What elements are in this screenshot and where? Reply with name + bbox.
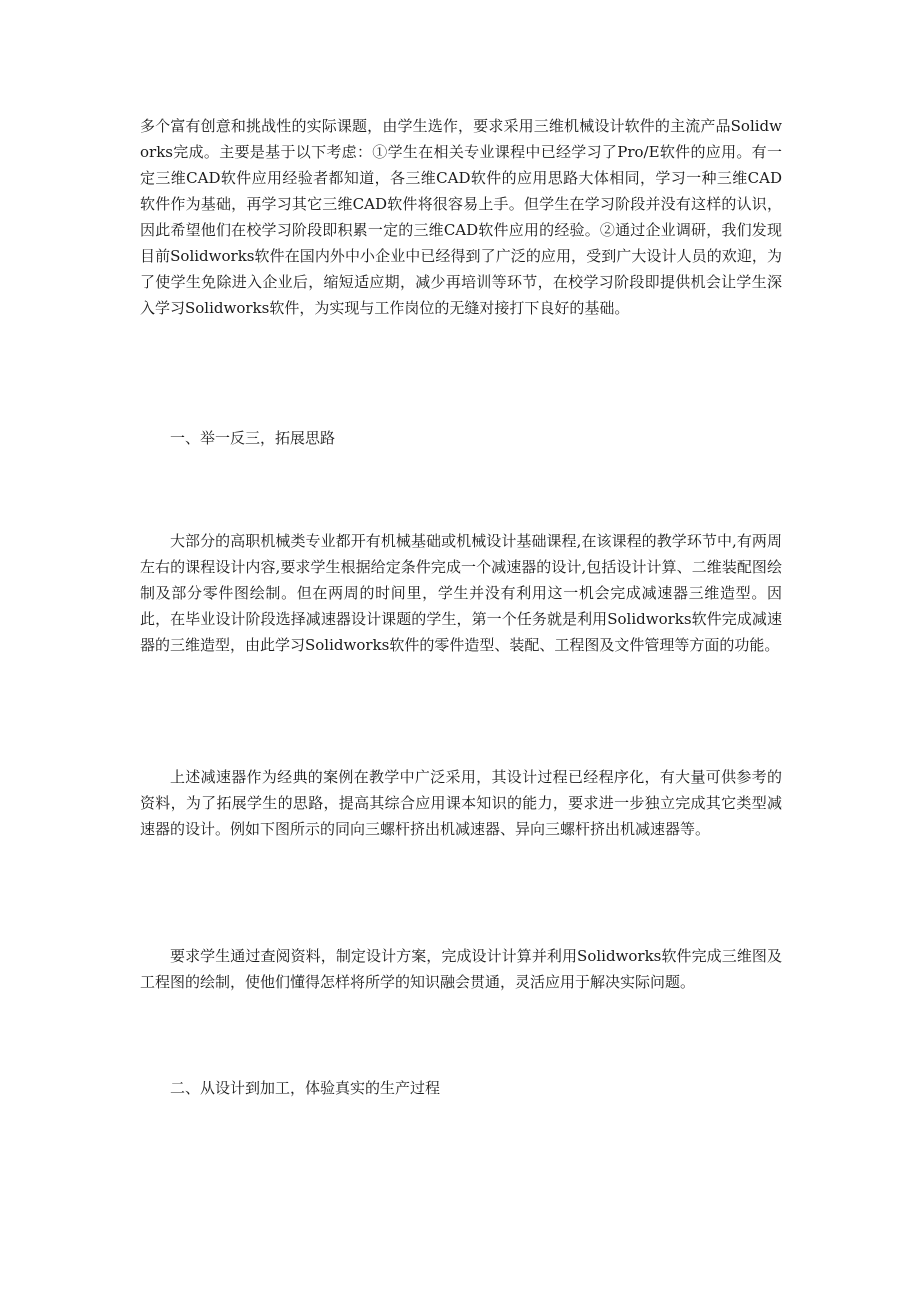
section-heading-1: 一、举一反三，拓展思路 [170,429,336,447]
body-paragraph-intro: 多个富有创意和挑战性的实际课题，由学生选作，要求采用三维机械设计软件的主流产品Solidworks完成。主要是基于以下考虑：①学生在相关专业课程中已经学习了Pro/E软件的应用。有一定三维CAD软件应用经验者都知道，各三维CAD软件的应用思路大体相同，学习一种三维CAD软件作为基础，再学习其它三维CAD软件将很容易上手。但学生在学习阶段并没有这样的认识，因此希望他们在校学习阶段即积累一定的三维CAD软件应用的经验。②通过企业调研，我们发现目前Solidworks软件在国内外中小企业中已经得到了广泛的应用，受到广大设计人员的欢迎，为了使学生免除进入企业后，缩短适应期，减少再培训等环节，在校学习阶段即提供机会让学生深入学习Solidworks软件，为实现与工作岗位的无缝对接打下良好的基础。 [140,117,782,317]
body-paragraph-requirements: 要求学生通过查阅资料，制定设计方案，完成设计计算并利用Solidworks软件完成三维图及工程图的绘制，使他们懂得怎样将所学的知识融会贯通，灵活应用于解决实际问题。 [140,947,782,991]
body-paragraph-extension: 上述减速器作为经典的案例在教学中广泛采用，其设计过程已经程序化，有大量可供参考的资料，为了拓展学生的思路，提高其综合应用课本知识的能力，要求进一步独立完成其它类型减速器的设计。例如下图所示的同向三螺杆挤出机减速器、异向三螺杆挤出机减速器等。 [140,768,782,838]
section-heading-2: 二、从设计到加工，体验真实的生产过程 [170,1079,441,1097]
body-paragraph-reducer-design: 大部分的高职机械类专业都开有机械基础或机械设计基础课程,在该课程的教学环节中,有两周左右的课程设计内容,要求学生根据给定条件完成一个减速器的设计,包括设计计算、二维装配图绘制及部分零件图绘制。但在两周的时间里，学生并没有利用这一机会完成减速器三维造型。因此，在毕业设计阶段选择减速器设计课题的学生，第一个任务就是利用Solidworks软件完成减速器的三维造型，由此学习Solidworks软件的零件造型、装配、工程图及文件管理等方面的功能。 [140,532,782,654]
